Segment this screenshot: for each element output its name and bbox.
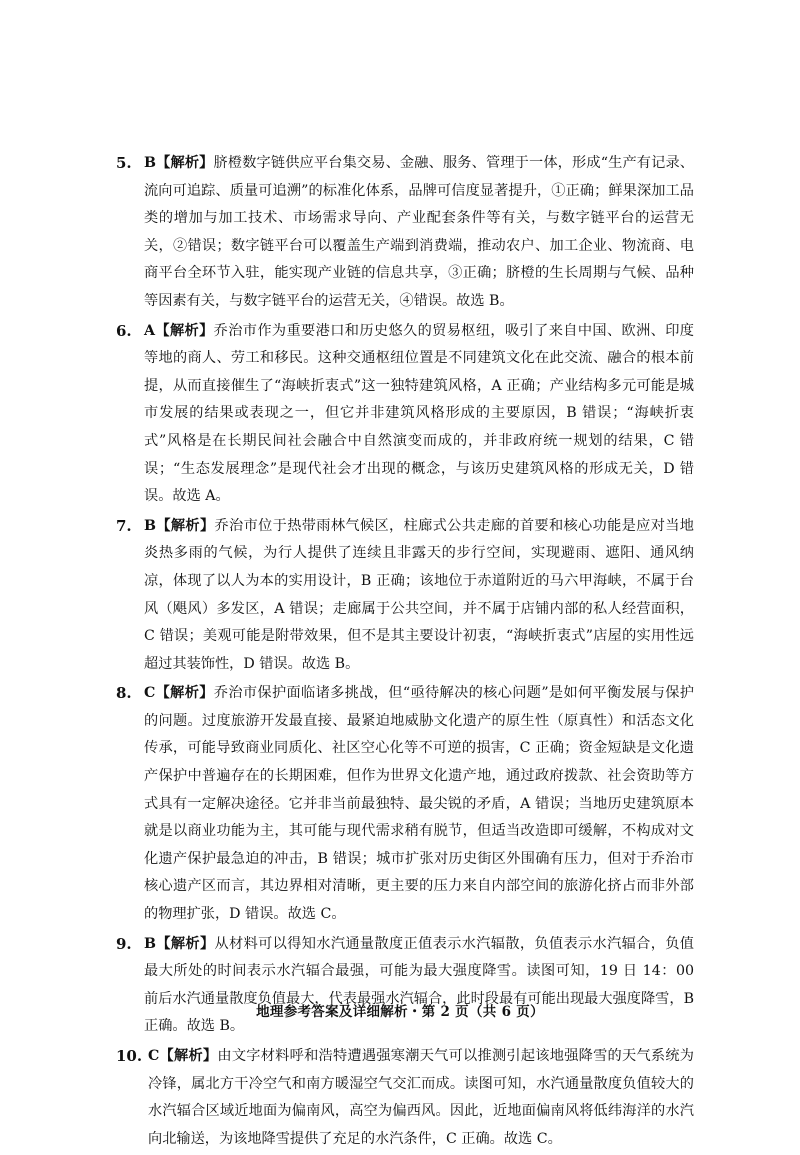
explanation-text <box>144 150 694 316</box>
explanation-text <box>144 318 694 511</box>
page-footer: 地理参考答案及详细解析・第 2 页（共 6 页） <box>256 1004 544 1020</box>
answer-item-7 <box>116 513 694 679</box>
answer-key: B【解析】 <box>144 935 215 952</box>
explanation-body: 乔治市保护面临诸多挑战，但“亟待解决的核心问题”是如何平衡发展与保护的问题。过度旅游开发最直接、最紧迫地威胁文化遗产的原生性（原真性）和活态文化传承，可能导致商业同质化、社区空心化等不可逆的损害，C 正确；资金短缺是文化遗产保护中普遍存在的长期困难，但作为世界文化遗产地，通过政府拨款、社会资助等方式具有一定解决途径。它并非当前最独特、最尖锐的矛盾，A 错误；当地历史建筑原本就是以商业功能为主，其可能与现代需求稍有脱节，但适当改造即可缓解，不构成对文化遗产保护最急迫的冲击，B 错误；城市扩张对历史街区外围确有压力，但对于乔治市核心遗产区而言，其边界相对清晰，更主要的压力来自内部空间的旅游化挤占而非外部的物理扩张，D 错误。故选 C。 <box>144 685 694 923</box>
question-number: 8. <box>116 684 132 703</box>
answer-item-6 <box>116 318 694 511</box>
explanation-body: 脐橙数字链供应平台集交易、金融、服务、管理于一体，形成“生产有记录、流向可追踪、质量可追溯”的标准化体系，品牌可信度显著提升，①正确；鲜果深加工品类的增加与加工技术、市场需求导向、产业配套条件等有关，与数字链平台的运营无关，②错误；数字链平台可以覆盖生产端到消费端，推动农户、加工企业、物流商、电商平台全环节入驻，能实现产业链的信息共享，③正确；脐橙的生长周期与气候、品种等因素有关，与数字链平台的运营无关，④错误。故选 B。 <box>144 155 694 309</box>
explanation-body: 由文字材料呼和浩特遭遇强寒潮天气可以推测引起该地强降雪的天气系统为冷锋，属北方干冷空气和南方暖湿空气交汇而成。读图可知，水汽通量散度负值较大的水汽辐合区域近地面为偏南风，高空为偏西风。因此，近地面偏南风将低纬海洋的水汽向北输送，为该地降雪提供了充足的水汽条件，C 正确。故选 C。 <box>148 1048 694 1147</box>
answer-item-10 <box>116 1043 694 1153</box>
explanation-text <box>144 680 694 928</box>
explanation-body: 乔治市作为重要港口和历史悠久的贸易枢纽，吸引了来自中国、欧洲、印度等地的商人、劳工和移民。这种交通枢纽位置是不同建筑文化在此交流、融合的根本前提，从而直接催生了“海峡折衷式”这一独特建筑风格，A 正确；产业结构多元可能是城市发展的结果或表现之一，但它并非建筑风格形成的主要原因，B 错误；“海峡折衷式”风格是在长期民间社会融合中自然演变而成的，并非政府统一规划的结果，C 错误；“生态发展理念”是现代社会才出现的概念，与该历史建筑风格的形成无关，D 错误。故选 A。 <box>144 322 694 505</box>
answer-key: B【解析】 <box>144 155 214 171</box>
explanation-text <box>148 1043 694 1153</box>
explanation-body: 从材料可以得知水汽通量散度正值表示水汽辐散，负值表示水汽辐合，负值最大所处的时间表示水汽辐合最强，可能为最大强度降雪。读图可知，19 日 14：00 前后水汽通量散度负值最大，代表最强水汽辐合，此时段最有可能出现最大强度降雪，B 正确。故选 B。 <box>144 935 694 1035</box>
explanation-body: 乔治市位于热带雨林气候区，柱廊式公共走廊的首要和核心功能是应对当地炎热多雨的气候，为行人提供了连续且非露天的步行空间，实现避雨、遮阳、通风纳凉，体现了以人为本的实用设计，B 正确；该地位于赤道附近的马六甲海峡，不属于台风（飓风）多发区，A 错误；走廊属于公共空间，并不属于店铺内部的私人经营面积，C 错误；美观可能是附带效果，但不是其主要设计初衷，“海峡折衷式”店屋的实用性远超过其装饰性，D 错误。故选 B。 <box>144 517 694 672</box>
question-number: 9. <box>116 934 132 953</box>
question-number: 10. <box>116 1047 143 1065</box>
explanation-text <box>144 931 694 1041</box>
answer-key: C【解析】 <box>148 1048 218 1064</box>
question-number: 5. <box>116 154 132 172</box>
question-number: 6. <box>116 321 132 340</box>
explanation-text <box>144 513 694 679</box>
question-number: 7. <box>116 516 132 535</box>
answer-item-8 <box>116 680 694 928</box>
answer-key: A【解析】 <box>144 322 214 339</box>
answer-item-5 <box>116 150 694 316</box>
answer-key: C【解析】 <box>144 685 214 702</box>
answer-item-9 <box>116 931 694 1041</box>
answer-key: B【解析】 <box>144 517 215 534</box>
